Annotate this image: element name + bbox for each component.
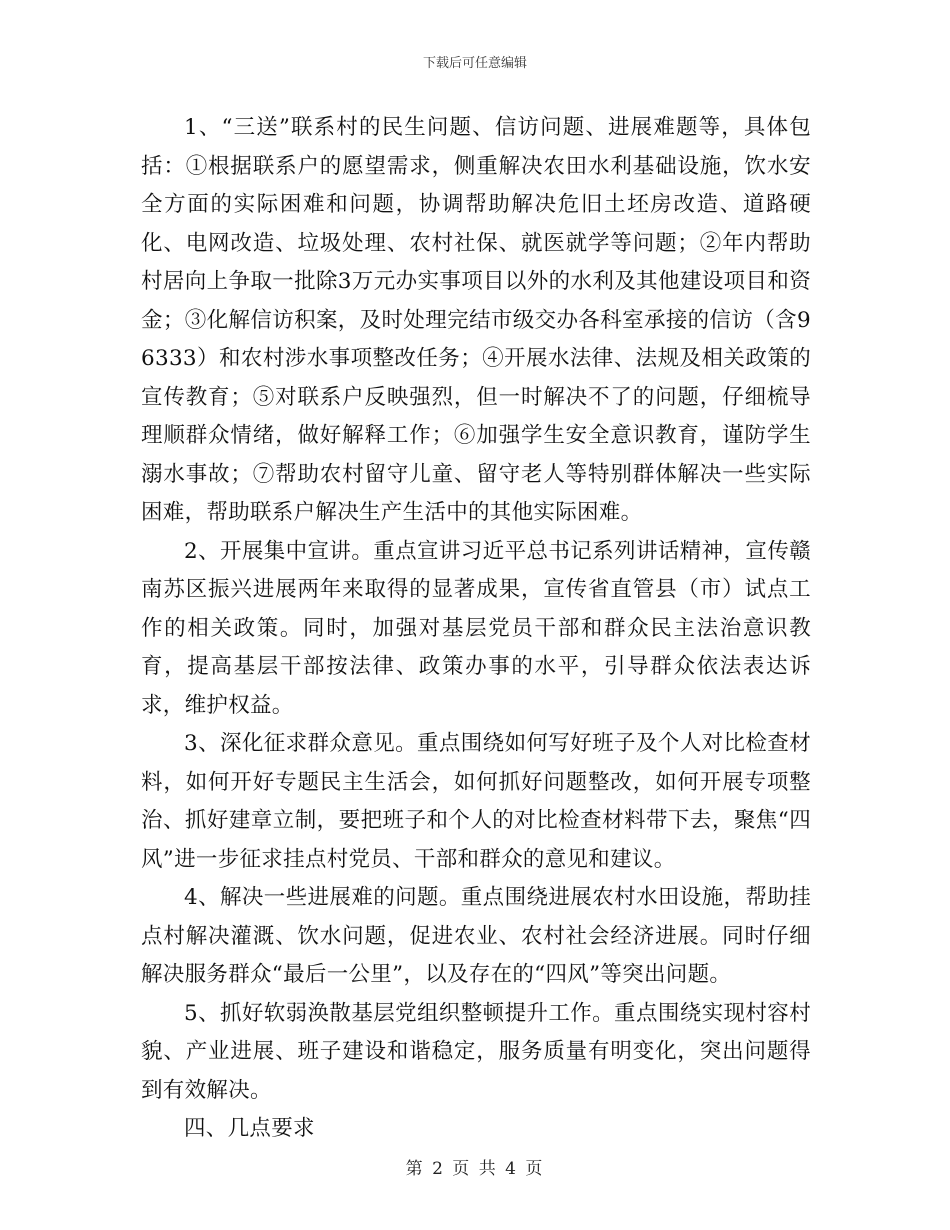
section-heading-requirements: 四、几点要求 — [184, 1116, 315, 1141]
document-body — [141, 109, 811, 1149]
paragraph-item-1: 1、“三送”联系村的民生问题、信访问题、进展难题等，具体包括：①根据联系户的愿望需求，侧重解决农田水利基础设施，饮水安全方面的实际困难和问题，协调帮助解决危旧土坯房改造、道路硬化、电网改造、垃圾处理、农村社保、就医就学等问题；②年内帮助村居向上争取一批除3万元办实事项目以外的水利及其他建设项目和资金；③化解信访积案，及时处理完结市级交办各科室承接的信访（含96333）和农村涉水事项整改任务；④开展水法律、法规及相关政策的宣传教育；⑤对联系户反映强烈，但一时解决不了的问题，仔细梳导理顺群众情绪，做好解释工作；⑥加强学生安全意识教育，谨防学生溺水事故；⑦帮助农村留守儿童、留守老人等特别群体解决一些实际困难，帮助联系户解决生产生活中的其他实际困难。 — [141, 115, 811, 525]
paragraph-item-4: 4、解决一些进展难的问题。重点围绕进展农村水田设施，帮助挂点村解决灌溉、饮水问题，促进农业、农村社会经济进展。同时仔细解决服务群众“最后一公里”，以及存在的“四风”等突出问题。 — [141, 885, 811, 987]
page-header-note: 下载后可任意编辑 — [422, 56, 527, 71]
paragraph-item-2: 2、开展集中宣讲。重点宣讲习近平总书记系列讲话精神，宣传赣南苏区振兴进展两年来取得的显著成果，宣传省直管县（市）试点工作的相关政策。同时，加强对基层党员干部和群众民主法治意识教育，提高基层干部按法律、政策办事的水平，引导群众依法表达诉求，维护权益。 — [141, 538, 811, 718]
page-number-footer: 第 2 页 共 4 页 — [405, 1159, 545, 1179]
paragraph-item-3: 3、深化征求群众意见。重点围绕如何写好班子及个人对比检查材料，如何开好专题民主生活会，如何抓好问题整改，如何开展专项整治、抓好建章立制，要把班子和个人的对比检查材料带下去，聚焦“四风”进一步征求挂点村党员、干部和群众的意见和建议。 — [141, 731, 811, 872]
paragraph-item-5: 5、抓好软弱涣散基层党组织整顿提升工作。重点围绕实现村容村貌、产业进展、班子建设和谐稳定，服务质量有明变化，突出问题得到有效解决。 — [141, 1000, 811, 1103]
